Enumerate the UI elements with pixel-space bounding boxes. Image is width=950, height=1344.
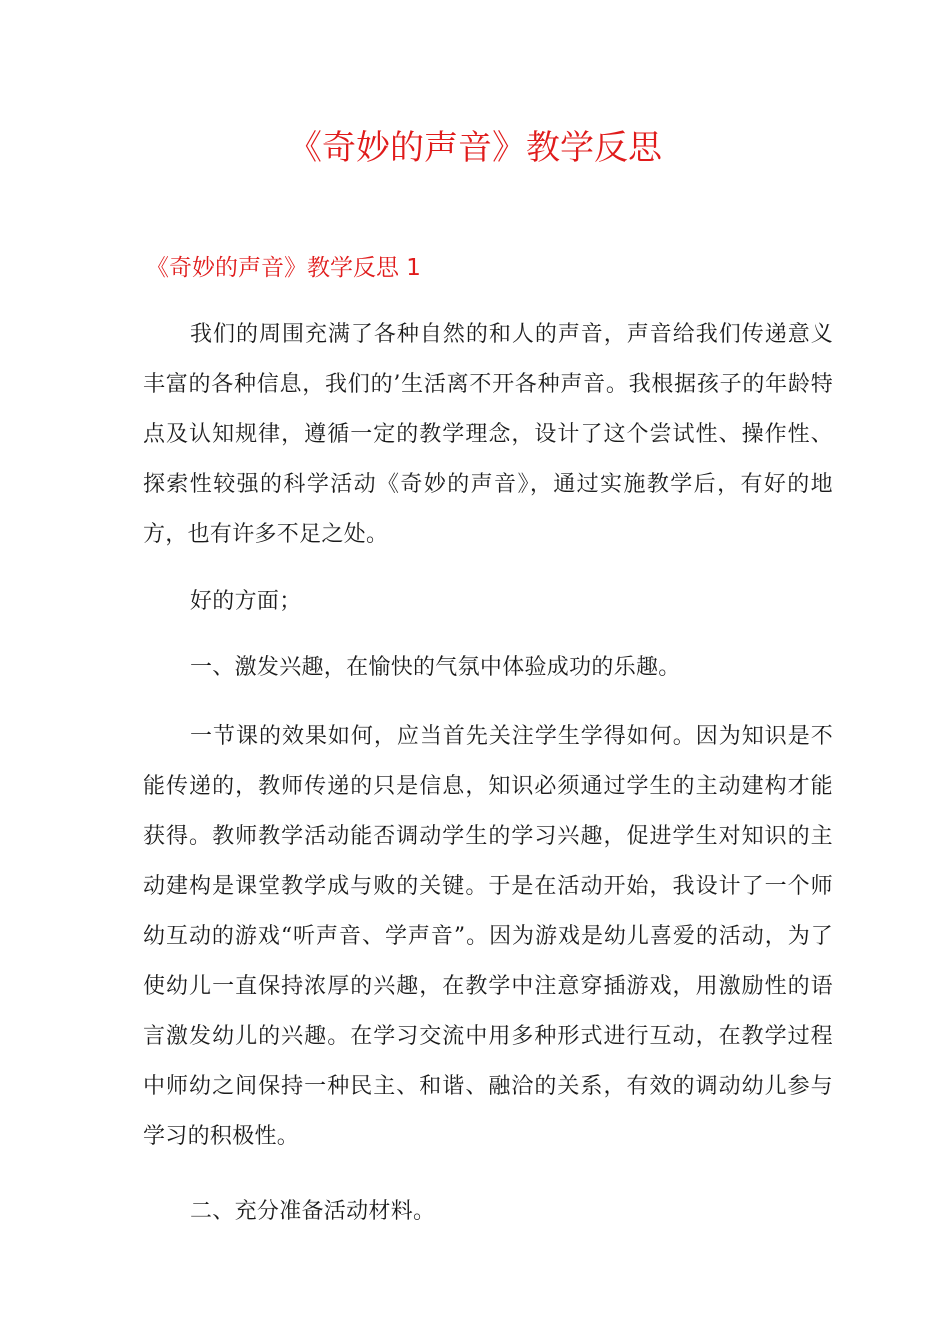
good-aspects-heading: 好的方面； [190,589,302,614]
section-title: 《奇妙的声音》教学反思 1 [146,255,421,281]
document-title: 《奇妙的声音》教学反思 [288,128,662,168]
point-one-heading: 一、激发兴趣，在愉快的气氛中体验成功的乐趣。 [190,655,681,680]
point-two-heading: 二、充分准备活动材料。 [190,1199,436,1224]
intro-paragraph: 我们的周围充满了各种自然的和人的声音，声音给我们传递意义丰富的各种信息，我们的’生活离不开各种声音。我根据孩子的年龄特点及认知规律，遵循一定的教学理念，设计了这个尝试性、操作性、探索性较强的科学活动《奇妙的声音》，通过实施教学后，有好的地方，也有许多不足之处。 [143,322,833,547]
point-one-paragraph: 一节课的效果如何，应当首先关注学生学得如何。因为知识是不能传递的，教师传递的只是信息，知识必须通过学生的主动建构才能获得。教师教学活动能否调动学生的学习兴趣，促进学生对知识的主动建构是课堂教学成与败的关键。于是在活动开始，我设计了一个师幼互动的游戏“听声音、学声音”。因为游戏是幼儿喜爱的活动，为了使幼儿一直保持浓厚的兴趣，在教学中注意穿插游戏，用激励性的语言激发幼儿的兴趣。在学习交流中用多种形式进行互动，在教学过程中师幼之间保持一种民主、和谐、融洽的关系，有效的调动幼儿参与学习的积极性。 [143,724,833,1149]
